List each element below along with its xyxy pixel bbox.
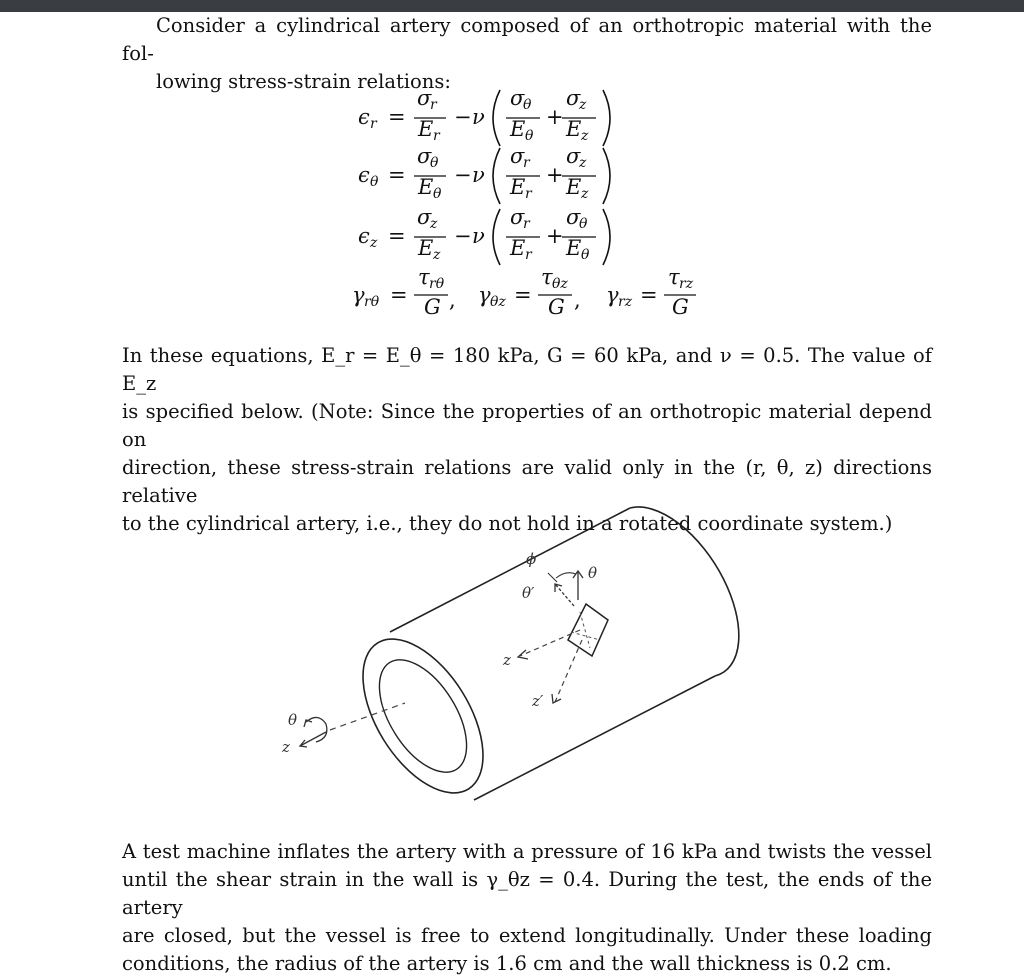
svg-text:rθ: rθ	[364, 294, 380, 310]
equation-eps-r	[358, 86, 610, 146]
svg-text:σ: σ	[566, 86, 581, 110]
surface-element	[568, 604, 608, 656]
svg-text:θ: θ	[430, 155, 439, 171]
svg-text:,: ,	[449, 288, 456, 312]
svg-text:r: r	[370, 116, 377, 132]
svg-text:z: z	[430, 216, 438, 232]
svg-text:+: +	[546, 224, 564, 248]
svg-text:E: E	[510, 117, 526, 141]
svg-text:σ: σ	[417, 205, 432, 229]
svg-text:r: r	[525, 186, 532, 202]
svg-text:θ: θ	[525, 128, 534, 144]
svg-text:E: E	[418, 117, 434, 141]
svg-text:z: z	[579, 155, 587, 171]
svg-text:σ: σ	[417, 144, 432, 168]
svg-text:G: G	[672, 295, 689, 319]
svg-text:E: E	[510, 175, 526, 199]
svg-text:−: −	[454, 105, 472, 129]
svg-text:+: +	[546, 163, 564, 187]
test-paragraph	[122, 838, 932, 978]
svg-text:θ: θ	[370, 174, 379, 190]
svg-text:ν: ν	[472, 224, 485, 248]
svg-text:γ: γ	[352, 283, 365, 307]
svg-text:ν: ν	[472, 105, 485, 129]
svg-text:rz: rz	[679, 276, 694, 292]
svg-text:r: r	[433, 128, 440, 144]
svg-text:σ: σ	[417, 86, 432, 110]
parameters-line-3: direction, these stress-strain relations are valid only in the (r, θ, z) directions relative	[122, 456, 932, 507]
parameters-line-4: to the cylindrical artery, i.e., they do not hold in a rotated coordinate system.)	[122, 512, 893, 535]
svg-text:E: E	[510, 236, 526, 260]
svg-text:−: −	[454, 163, 472, 187]
svg-text:z: z	[370, 235, 378, 251]
svg-text:,: ,	[574, 288, 581, 312]
stress-strain-equations	[0, 80, 1024, 325]
svg-text:θ: θ	[523, 97, 532, 113]
svg-text:rz: rz	[618, 294, 633, 310]
end-coordinate-arrows	[281, 711, 327, 756]
svg-text:τ: τ	[541, 265, 553, 289]
svg-text:θz: θz	[552, 276, 568, 292]
theta-top-label: θ	[588, 564, 598, 582]
svg-text:σ: σ	[566, 205, 581, 229]
svg-text:=: =	[388, 224, 406, 248]
intro-line-1: Consider a cylindrical artery composed of an orthotropic material with the fol-	[122, 14, 932, 65]
svg-text:r: r	[525, 247, 532, 263]
svg-text:=: =	[390, 283, 408, 307]
z-prime-label: z′	[532, 692, 544, 710]
svg-text:=: =	[388, 163, 406, 187]
svg-text:θ: θ	[581, 247, 590, 263]
parameters-line-2: is specified below. (Note: Since the properties of an orthotropic material depend on	[122, 400, 932, 451]
svg-text:E: E	[418, 236, 434, 260]
svg-text:ν: ν	[472, 163, 485, 187]
svg-text:τ: τ	[668, 265, 680, 289]
svg-text:γ: γ	[478, 283, 491, 307]
parameters-line-1: In these equations, E_r = E_θ = 180 kPa, G = 60 kPa, and ν = 0.5. The value of E_z	[122, 344, 932, 395]
svg-text:+: +	[546, 105, 564, 129]
svg-text:ϵ: ϵ	[358, 224, 370, 248]
artery-figure	[0, 490, 1024, 820]
test-line-4: conditions, the radius of the artery is 1.6 cm and the wall thickness is 0.2 cm.	[122, 952, 892, 975]
svg-text:ϵ: ϵ	[358, 163, 370, 187]
svg-text:γ: γ	[606, 283, 619, 307]
z-local-label: z	[503, 651, 511, 669]
test-line-1: A test machine inflates the artery with a pressure of 16 kPa and twists the vessel	[122, 840, 932, 863]
svg-text:σ: σ	[510, 86, 525, 110]
svg-text:E: E	[566, 236, 582, 260]
svg-text:z: z	[581, 186, 589, 202]
svg-text:σ: σ	[510, 205, 525, 229]
equation-eps-theta	[358, 144, 610, 204]
svg-text:G: G	[548, 295, 565, 319]
intro-line-2: lowing stress-strain relations:	[156, 70, 451, 93]
svg-text:θ: θ	[433, 186, 442, 202]
svg-text:rθ: rθ	[429, 276, 445, 292]
theta-end-label: θ	[288, 711, 298, 729]
svg-text:z: z	[433, 247, 441, 263]
svg-text:θ: θ	[579, 216, 588, 232]
svg-text:z: z	[579, 97, 587, 113]
svg-text:θz: θz	[490, 294, 506, 310]
svg-text:r: r	[523, 216, 530, 232]
svg-text:E: E	[566, 117, 582, 141]
svg-text:ϵ: ϵ	[358, 105, 370, 129]
svg-text:−: −	[454, 224, 472, 248]
equation-eps-z	[358, 205, 610, 265]
svg-text:r: r	[430, 97, 437, 113]
equation-shear-strains	[352, 265, 696, 319]
svg-text:σ: σ	[566, 144, 581, 168]
window-top-bar	[0, 0, 1024, 12]
svg-text:E: E	[566, 175, 582, 199]
svg-text:z: z	[581, 128, 589, 144]
test-line-3: are closed, but the vessel is free to extend longitudinally. Under these loading	[122, 924, 932, 947]
svg-text:=: =	[514, 283, 532, 307]
svg-text:=: =	[640, 283, 658, 307]
theta-prime-label: θ′	[522, 584, 535, 602]
z-end-label: z	[282, 738, 290, 756]
svg-text:E: E	[418, 175, 434, 199]
svg-text:G: G	[424, 295, 441, 319]
phi-label: ϕ	[526, 550, 537, 568]
svg-text:r: r	[523, 155, 530, 171]
svg-text:=: =	[388, 105, 406, 129]
svg-text:τ: τ	[418, 265, 430, 289]
svg-text:σ: σ	[510, 144, 525, 168]
test-line-2: until the shear strain in the wall is γ_θz = 0.4. During the test, the ends of the artery	[122, 868, 932, 919]
